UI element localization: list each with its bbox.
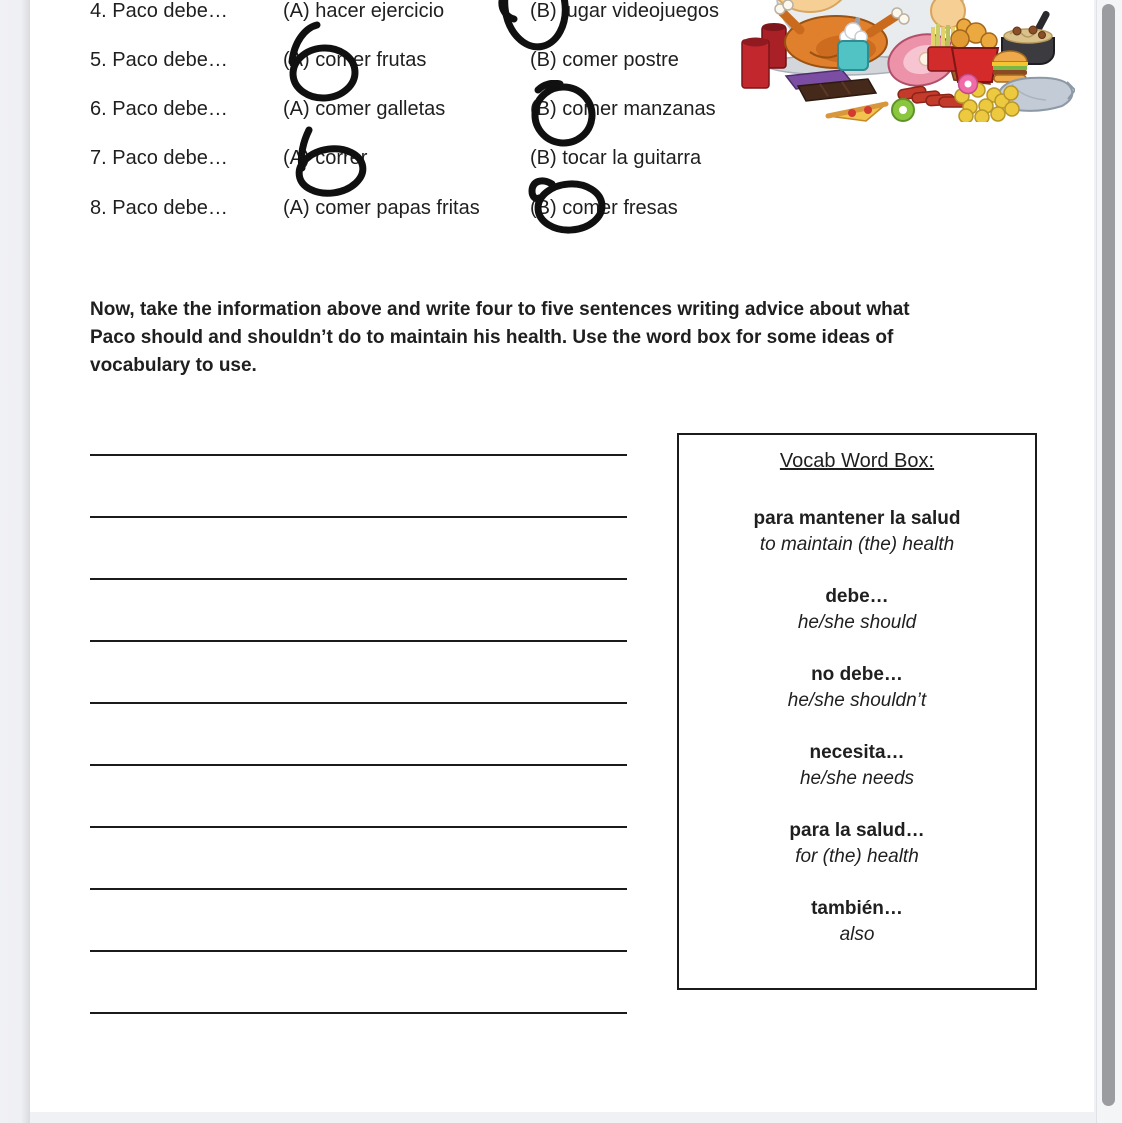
writing-line xyxy=(90,702,627,704)
writing-line xyxy=(90,826,627,828)
vocab-word-box xyxy=(677,433,1037,990)
question-label: 6. Paco debe… xyxy=(90,98,228,120)
scrollbar-track[interactable] xyxy=(1096,0,1122,1123)
scrollbar-thumb[interactable] xyxy=(1102,4,1115,1106)
vocab-translation: he/she should xyxy=(797,612,917,633)
worksheet-page xyxy=(30,0,1094,1112)
vocab-translation: he/she shouldn’t xyxy=(787,690,927,711)
vocab-entry xyxy=(679,896,1035,948)
writing-line xyxy=(90,640,627,642)
instructions-line-2: Paco should and shouldn’t do to maintain his health. Use the word box for some ideas of xyxy=(90,327,894,348)
writing-line xyxy=(90,578,627,580)
vocab-entries xyxy=(679,506,1035,948)
question-label: 8. Paco debe… xyxy=(90,197,228,219)
vocab-entry xyxy=(679,740,1035,792)
question-option-b: (B) jugar videojuegos xyxy=(530,0,719,22)
vocab-entry xyxy=(679,662,1035,714)
writing-line xyxy=(90,516,627,518)
vocab-entry xyxy=(679,818,1035,870)
viewer-left-gutter xyxy=(0,0,30,1123)
vocab-translation: to maintain (the) health xyxy=(759,534,955,555)
writing-line xyxy=(90,888,627,890)
vocab-box-title: Vocab Word Box: xyxy=(779,450,935,472)
vocab-translation: for (the) health xyxy=(795,846,919,867)
writing-line xyxy=(90,950,627,952)
writing-line xyxy=(90,764,627,766)
question-option-a: (A) comer papas fritas xyxy=(283,197,480,219)
question-option-a: (A) hacer ejercicio xyxy=(283,0,445,22)
vocab-term: debe… xyxy=(825,586,889,607)
vocab-term: para la salud… xyxy=(789,820,925,841)
question-option-b: (B) tocar la guitarra xyxy=(530,147,702,169)
question-label: 7. Paco debe… xyxy=(90,147,228,169)
junk-food-clipart xyxy=(740,0,1075,122)
question-row xyxy=(30,147,1030,169)
vocab-term: necesita… xyxy=(809,742,905,763)
question-option-a: (A) comer frutas xyxy=(283,49,427,71)
instructions-line-3: vocabulary to use. xyxy=(90,355,257,376)
question-label: 5. Paco debe… xyxy=(90,49,228,71)
vocab-entry xyxy=(679,584,1035,636)
vocab-entry xyxy=(679,506,1035,558)
vocab-term: también… xyxy=(811,898,903,919)
question-option-a: (A) correr xyxy=(283,147,368,169)
instructions-line-1: Now, take the information above and write four to five sentences writing advice about what xyxy=(90,299,910,320)
question-option-a: (A) comer galletas xyxy=(283,98,446,120)
question-option-b: (B) comer manzanas xyxy=(530,98,716,120)
question-option-b: (B) comer fresas xyxy=(530,197,678,219)
instructions-text xyxy=(90,296,1020,380)
question-row xyxy=(30,197,1030,219)
vocab-term: para mantener la salud xyxy=(753,508,961,529)
question-label: 4. Paco debe… xyxy=(90,0,228,22)
question-option-b: (B) comer postre xyxy=(530,49,679,71)
vocab-term: no debe… xyxy=(811,664,903,685)
writing-line xyxy=(90,454,627,456)
vocab-translation: he/she needs xyxy=(799,768,915,789)
writing-line xyxy=(90,1012,627,1014)
vocab-translation: also xyxy=(839,924,875,945)
